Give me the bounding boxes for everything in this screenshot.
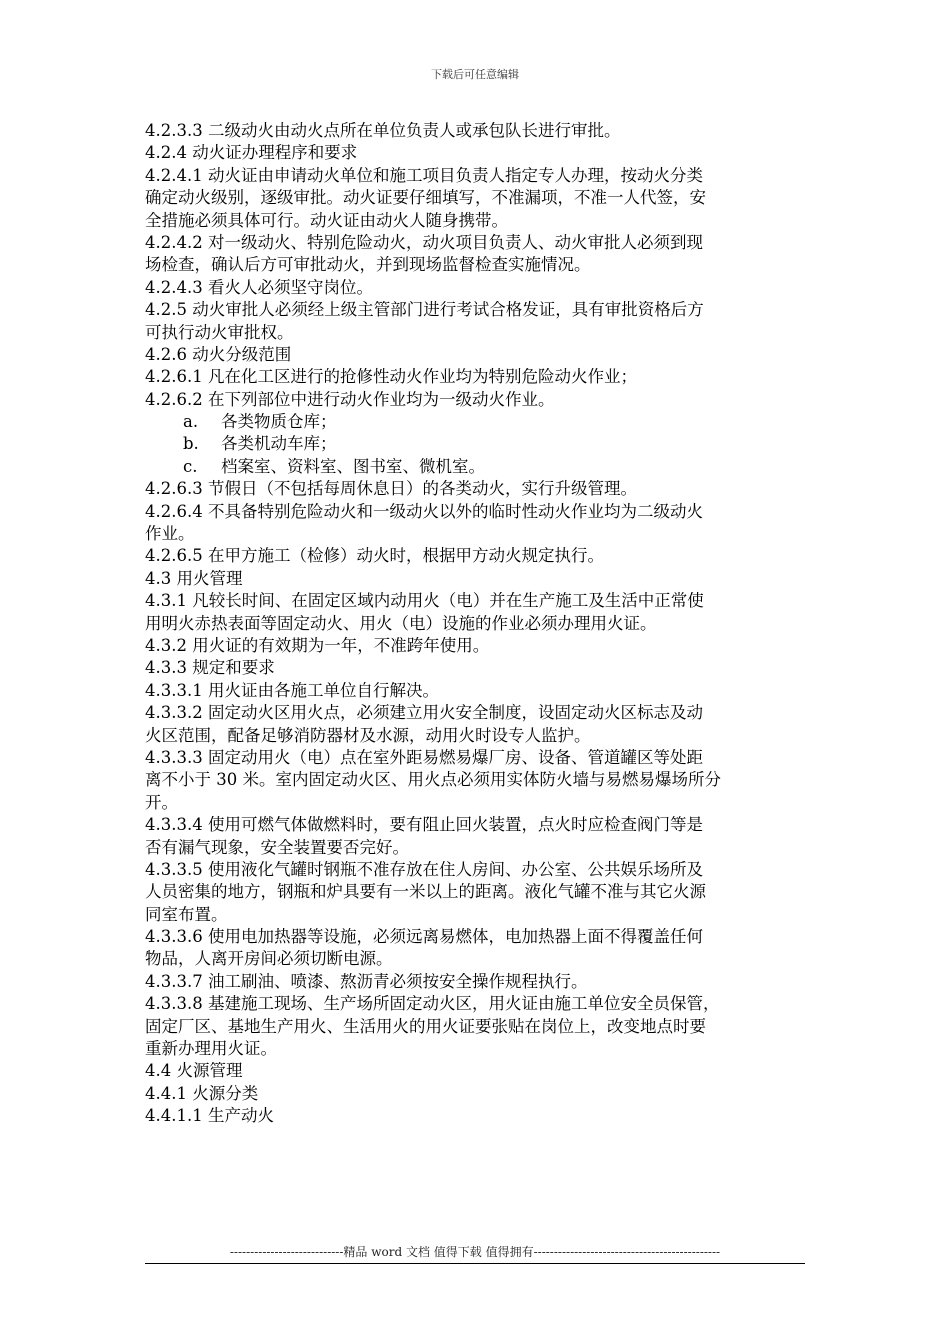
page-header: 下载后可任意编辑 xyxy=(431,68,519,81)
text-line: 物品，人离开房间必须切断电源。 xyxy=(145,949,393,969)
text-line: 开。 xyxy=(145,792,178,812)
footer-rule xyxy=(145,1263,805,1264)
text-line: 4.3.3.3 固定动用火（电）点在室外距易燃易爆厂房、设备、管道罐区等处距 xyxy=(145,747,703,767)
text-line: 固定厂区、基地生产用火、生活用火的用火证要张贴在岗位上，改变地点时要 xyxy=(145,1016,706,1036)
list-text: 各类机动车库； xyxy=(221,434,337,454)
text-line: 可执行动火审批权。 xyxy=(145,322,294,342)
list-item xyxy=(145,456,813,478)
list-item xyxy=(145,411,813,433)
text-line: 4.2.3.3 二级动火由动火点所在单位负责人或承包队长进行审批。 xyxy=(145,121,621,140)
text-line: 4.2.4 动火证办理程序和要求 xyxy=(145,143,358,163)
text-line: 全措施必须具体可行。动火证由动火人随身携带。 xyxy=(145,210,508,230)
text-line: 用明火赤热表面等固定动火、用火（电）设施的作业必须办理用火证。 xyxy=(145,613,657,633)
text-line: 4.3.3.5 使用液化气罐时钢瓶不准存放在住人房间、办公室、公共娱乐场所及 xyxy=(145,859,703,879)
text-line: 离不小于 30 米。室内固定动火区、用火点必须用实体防火墙与易燃易爆场所分 xyxy=(145,770,721,790)
item-list xyxy=(145,411,813,478)
text-line: 4.3.3.1 用火证由各施工单位自行解决。 xyxy=(145,680,439,700)
text-line: 4.3.1 凡较长时间、在固定区域内动用火（电）并在生产施工及生活中正常使 xyxy=(145,591,704,611)
text-line: 4.2.4.3 看火人必须坚守岗位。 xyxy=(145,277,373,297)
text-line: 4.3.3.2 固定动火区用火点，必须建立用火安全制度，设固定动火区标志及动 xyxy=(145,703,703,723)
text-line: 4.3.2 用火证的有效期为一年，不准跨年使用。 xyxy=(145,635,490,655)
text-line: 否有漏气现象，安全装置要否完好。 xyxy=(145,837,409,857)
text-line: 4.4 火源管理 xyxy=(145,1061,243,1081)
text-line: 4.4.1.1 生产动火 xyxy=(145,1106,274,1126)
text-line: 4.2.6.2 在下列部位中进行动火作业均为一级动火作业。 xyxy=(145,389,555,409)
text-line: 4.2.6 动火分级范围 xyxy=(145,344,292,364)
paragraph-block-1 xyxy=(145,120,813,411)
text-line: 4.3.3.6 使用电加热器等设施，必须远离易燃体，电加热器上面不得覆盖任何 xyxy=(145,927,703,947)
text-line: 4.3.3.8 基建施工现场、生产场所固定动火区，用火证由施工单位安全员保管， xyxy=(145,994,720,1014)
list-marker: b. xyxy=(183,434,199,454)
list-text: 档案室、资料室、图书室、微机室。 xyxy=(221,456,485,476)
text-line: 4.3.3 规定和要求 xyxy=(145,658,275,678)
list-marker: c. xyxy=(183,456,198,476)
text-line: 重新办理用火证。 xyxy=(145,1039,277,1059)
text-line: 4.3.3.7 油工刷油、喷漆、熬沥青必须按安全操作规程执行。 xyxy=(145,971,588,991)
text-line: 确定动火级别，逐级审批。动火证要仔细填写，不准漏项，不准一人代签，安 xyxy=(145,188,706,208)
list-text: 各类物质仓库； xyxy=(221,412,337,432)
page-footer: ----------------------------精品 word 文档 值得下载 值得拥有---------------------------------------------- xyxy=(229,1245,721,1259)
text-line: 作业。 xyxy=(145,524,195,544)
text-line: 4.3.3.4 使用可燃气体做燃料时，要有阻止回火装置，点火时应检查阀门等是 xyxy=(145,815,703,835)
text-line: 人员密集的地方，钢瓶和炉具要有一米以上的距离。液化气罐不准与其它火源 xyxy=(145,882,706,902)
text-line: 4.2.6.5 在甲方施工（检修）动火时，根据甲方动火规定执行。 xyxy=(145,546,604,566)
list-item xyxy=(145,433,813,455)
text-line: 4.2.5 动火审批人必须经上级主管部门进行考试合格发证，具有审批资格后方 xyxy=(145,300,704,320)
text-line: 4.2.4.1 动火证由申请动火单位和施工项目负责人指定专人办理，按动火分类 xyxy=(145,165,703,185)
text-line: 4.2.6.4 不具备特别危险动火和一级动火以外的临时性动火作业均为二级动火 xyxy=(145,501,703,521)
paragraph-block-2 xyxy=(145,478,813,1127)
document-body xyxy=(145,120,813,1128)
text-line: 场检查，确认后方可审批动火，并到现场监督检查实施情况。 xyxy=(145,255,591,275)
text-line: 4.4.1 火源分类 xyxy=(145,1083,259,1103)
text-line: 火区范围，配备足够消防器材及水源，动用火时设专人监护。 xyxy=(145,725,591,745)
text-line: 4.3 用火管理 xyxy=(145,568,243,588)
text-line: 4.2.4.2 对一级动火、特别危险动火，动火项目负责人、动火审批人必须到现 xyxy=(145,232,703,252)
list-marker: a. xyxy=(183,412,199,432)
text-line: 同室布置。 xyxy=(145,904,228,924)
text-line: 4.2.6.1 凡在化工区进行的抢修性动火作业均为特别危险动火作业； xyxy=(145,367,637,387)
text-line: 4.2.6.3 节假日（不包括每周休息日）的各类动火，实行升级管理。 xyxy=(145,479,637,499)
